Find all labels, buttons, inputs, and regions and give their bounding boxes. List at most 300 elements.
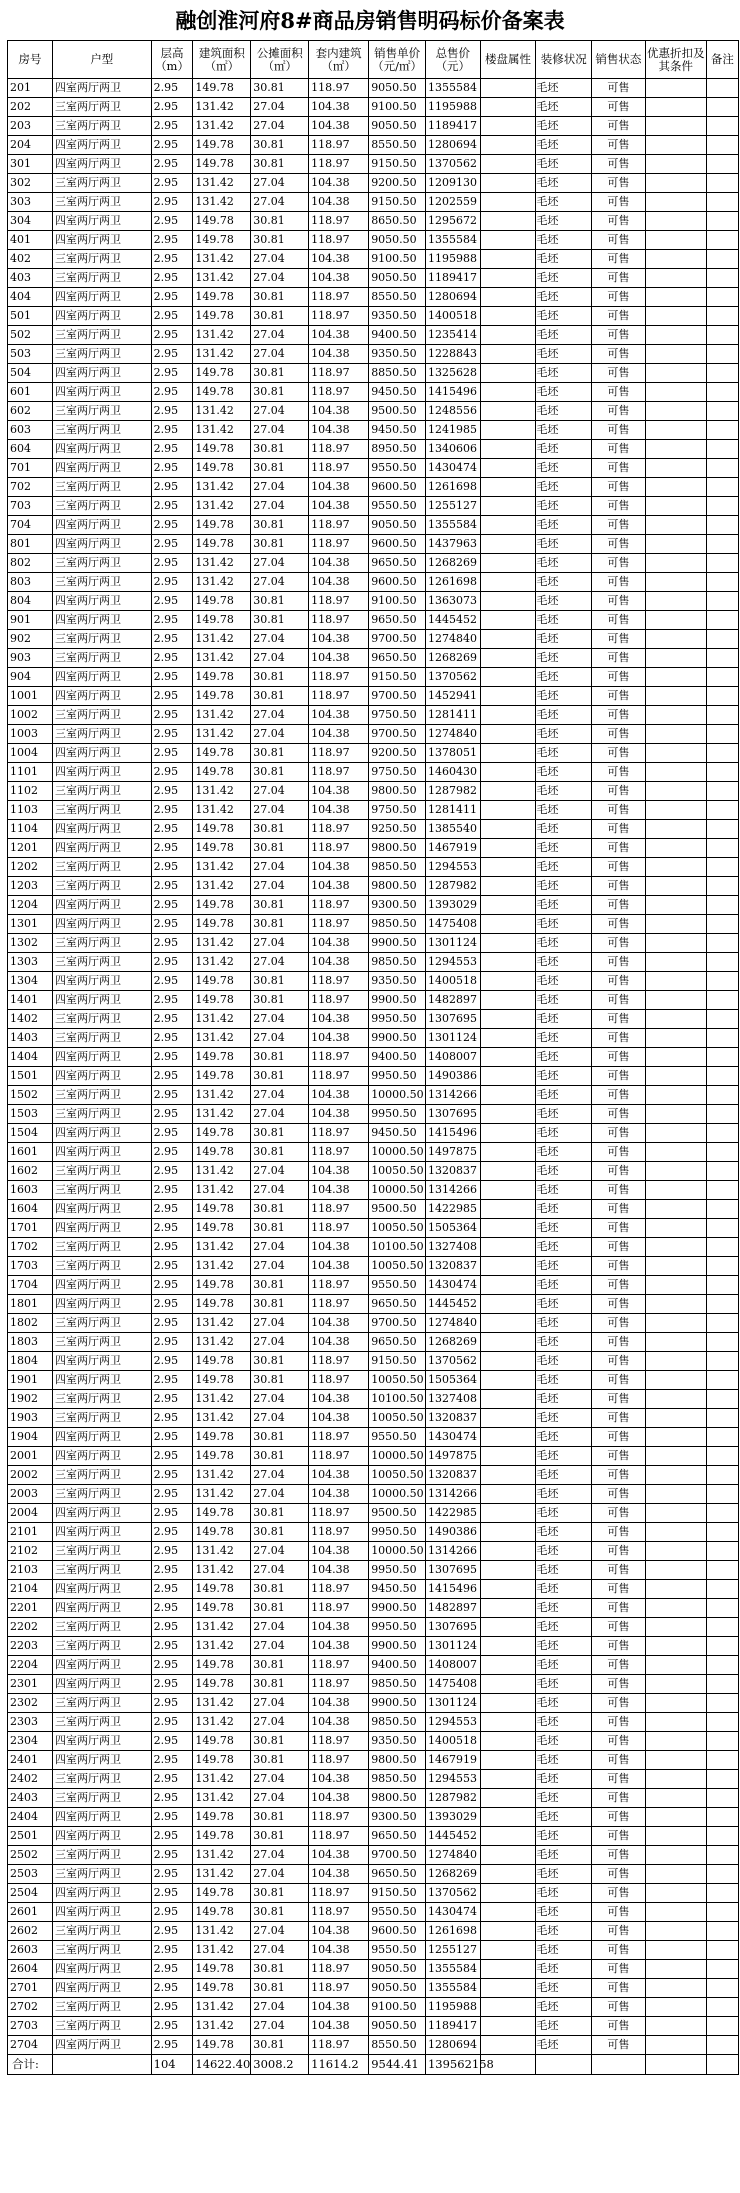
- cell-property: [480, 326, 536, 345]
- cell-sale-status: 可售: [592, 1124, 646, 1143]
- cell-decoration: 毛坯: [536, 516, 592, 535]
- cell-height: 2.95: [151, 212, 193, 231]
- cell-total-price: 1370562: [425, 668, 480, 687]
- cell-unit-price: 9550.50: [369, 1903, 426, 1922]
- cell-unit-price: 9250.50: [369, 820, 426, 839]
- cell-discount: [645, 592, 706, 611]
- cell-discount: [645, 706, 706, 725]
- cell-unit-price: 9650.50: [369, 1827, 426, 1846]
- cell-discount: [645, 1010, 706, 1029]
- cell-type: 三室两厅两卫: [53, 1086, 152, 1105]
- cell-total-price: 1274840: [425, 1314, 480, 1333]
- cell-inner-area: 118.97: [309, 1428, 369, 1447]
- cell-height: 2.95: [151, 744, 193, 763]
- cell-room: 2702: [8, 1998, 53, 2017]
- cell-type: 四室两厅两卫: [53, 687, 152, 706]
- cell-type: 三室两厅两卫: [53, 953, 152, 972]
- cell-unit-price: 9900.50: [369, 1599, 426, 1618]
- cell-sale-status: 可售: [592, 991, 646, 1010]
- cell-type: 四室两厅两卫: [53, 1580, 152, 1599]
- cell-gross-area: 131.42: [193, 1998, 251, 2017]
- cell-total-price: 1355584: [425, 1979, 480, 1998]
- cell-type: 四室两厅两卫: [53, 1884, 152, 1903]
- cell-room: 1001: [8, 687, 53, 706]
- header-shared-area: 公摊面积（㎡）: [251, 41, 309, 79]
- cell-decoration: 毛坯: [536, 1580, 592, 1599]
- cell-decoration: 毛坯: [536, 1314, 592, 1333]
- cell-shared-area: 30.81: [251, 1447, 309, 1466]
- cell-sale-status: 可售: [592, 687, 646, 706]
- cell-room: 1201: [8, 839, 53, 858]
- cell-unit-price: 9300.50: [369, 1808, 426, 1827]
- cell-unit-price: 9650.50: [369, 1295, 426, 1314]
- cell-sale-status: 可售: [592, 573, 646, 592]
- cell-total-price: 1280694: [425, 288, 480, 307]
- cell-discount: [645, 440, 706, 459]
- cell-decoration: 毛坯: [536, 307, 592, 326]
- cell-height: 2.95: [151, 440, 193, 459]
- cell-remark: [706, 1523, 738, 1542]
- cell-remark: [706, 117, 738, 136]
- cell-discount: [645, 1409, 706, 1428]
- cell-decoration: 毛坯: [536, 250, 592, 269]
- cell-gross-area: 131.42: [193, 1333, 251, 1352]
- cell-height: 2.95: [151, 1143, 193, 1162]
- cell-total-price: 1274840: [425, 630, 480, 649]
- cell-room: 2301: [8, 1675, 53, 1694]
- cell-inner-area: 118.97: [309, 592, 369, 611]
- cell-gross-area: 149.78: [193, 1200, 251, 1219]
- cell-total-price: 1340606: [425, 440, 480, 459]
- cell-remark: [706, 174, 738, 193]
- cell-type: 三室两厅两卫: [53, 478, 152, 497]
- cell-remark: [706, 1371, 738, 1390]
- cell-height: 2.95: [151, 1542, 193, 1561]
- cell-total-price: 1261698: [425, 573, 480, 592]
- cell-gross-area: 149.78: [193, 991, 251, 1010]
- cell-discount: [645, 1561, 706, 1580]
- cell-gross-area: 131.42: [193, 1466, 251, 1485]
- cell-room: 1504: [8, 1124, 53, 1143]
- cell-total-price: 1295672: [425, 212, 480, 231]
- cell-sale-status: 可售: [592, 1219, 646, 1238]
- cell-gross-area: 131.42: [193, 1922, 251, 1941]
- cell-room: 1404: [8, 1048, 53, 1067]
- cell-gross-area: 149.78: [193, 231, 251, 250]
- cell-shared-area: 27.04: [251, 402, 309, 421]
- cell-sale-status: 可售: [592, 1903, 646, 1922]
- cell-unit-price: 10050.50: [369, 1219, 426, 1238]
- cell-property: [480, 1010, 536, 1029]
- cell-total-price: 1195988: [425, 250, 480, 269]
- cell-type: 三室两厅两卫: [53, 877, 152, 896]
- cell-gross-area: 149.78: [193, 1124, 251, 1143]
- cell-shared-area: 30.81: [251, 1656, 309, 1675]
- cell-decoration: 毛坯: [536, 497, 592, 516]
- cell-type: 三室两厅两卫: [53, 250, 152, 269]
- cell-unit-price: 9350.50: [369, 972, 426, 991]
- cell-gross-area: 149.78: [193, 1808, 251, 1827]
- cell-shared-area: 27.04: [251, 1485, 309, 1504]
- cell-type: 三室两厅两卫: [53, 1409, 152, 1428]
- table-row: [8, 98, 739, 117]
- cell-total-price: 1467919: [425, 1751, 480, 1770]
- cell-room: 1601: [8, 1143, 53, 1162]
- table-row: [8, 1333, 739, 1352]
- cell-remark: [706, 402, 738, 421]
- cell-sale-status: 可售: [592, 459, 646, 478]
- cell-type: 三室两厅两卫: [53, 98, 152, 117]
- cell-property: [480, 1295, 536, 1314]
- cell-discount: [645, 117, 706, 136]
- cell-shared-area: 27.04: [251, 250, 309, 269]
- cell-unit-price: 9750.50: [369, 801, 426, 820]
- cell-unit-price: 8550.50: [369, 2036, 426, 2055]
- cell-decoration: 毛坯: [536, 2017, 592, 2036]
- cell-type: 四室两厅两卫: [53, 668, 152, 687]
- cell-discount: [645, 250, 706, 269]
- cell-total-price: 1314266: [425, 1086, 480, 1105]
- cell-property: [480, 1523, 536, 1542]
- cell-height: 2.95: [151, 288, 193, 307]
- cell-unit-price: 9150.50: [369, 1352, 426, 1371]
- cell-remark: [706, 839, 738, 858]
- cell-discount: [645, 1257, 706, 1276]
- cell-decoration: 毛坯: [536, 972, 592, 991]
- cell-decoration: 毛坯: [536, 1162, 592, 1181]
- cell-gross-area: 131.42: [193, 858, 251, 877]
- cell-shared-area: 30.81: [251, 1960, 309, 1979]
- table-row: [8, 1922, 739, 1941]
- cell-room: 1103: [8, 801, 53, 820]
- cell-property: [480, 915, 536, 934]
- cell-decoration: 毛坯: [536, 1105, 592, 1124]
- cell-shared-area: 27.04: [251, 1390, 309, 1409]
- cell-property: [480, 1314, 536, 1333]
- cell-remark: [706, 1314, 738, 1333]
- cell-type: 三室两厅两卫: [53, 1105, 152, 1124]
- cell-room: 2403: [8, 1789, 53, 1808]
- cell-room: 1502: [8, 1086, 53, 1105]
- cell-type: 三室两厅两卫: [53, 2017, 152, 2036]
- table-row: [8, 136, 739, 155]
- cell-decoration: 毛坯: [536, 1675, 592, 1694]
- cell-shared-area: 27.04: [251, 1314, 309, 1333]
- cell-height: 2.95: [151, 535, 193, 554]
- cell-decoration: 毛坯: [536, 1732, 592, 1751]
- cell-property: [480, 383, 536, 402]
- cell-unit-price: 9550.50: [369, 1428, 426, 1447]
- cell-shared-area: 27.04: [251, 1770, 309, 1789]
- cell-gross-area: 131.42: [193, 1561, 251, 1580]
- cell-shared-area: 30.81: [251, 440, 309, 459]
- cell-height: 2.95: [151, 877, 193, 896]
- cell-gross-area: 149.78: [193, 1656, 251, 1675]
- cell-sale-status: 可售: [592, 782, 646, 801]
- cell-discount: [645, 326, 706, 345]
- cell-gross-area: 149.78: [193, 1599, 251, 1618]
- cell-remark: [706, 1333, 738, 1352]
- cell-room: 501: [8, 307, 53, 326]
- cell-total-price: 1261698: [425, 478, 480, 497]
- cell-sale-status: 可售: [592, 1314, 646, 1333]
- cell-total-price: 1228843: [425, 345, 480, 364]
- cell-gross-area: 131.42: [193, 1485, 251, 1504]
- cell-inner-area: 118.97: [309, 1447, 369, 1466]
- cell-unit-price: 9950.50: [369, 1010, 426, 1029]
- cell-shared-area: 27.04: [251, 345, 309, 364]
- cell-property: [480, 250, 536, 269]
- cell-total-price: 1325628: [425, 364, 480, 383]
- cell-unit-price: 9050.50: [369, 1960, 426, 1979]
- cell-type: 四室两厅两卫: [53, 1295, 152, 1314]
- table-row: [8, 383, 739, 402]
- cell-type: 四室两厅两卫: [53, 1447, 152, 1466]
- cell-gross-area: 131.42: [193, 421, 251, 440]
- cell-decoration: 毛坯: [536, 1048, 592, 1067]
- cell-remark: [706, 155, 738, 174]
- cell-shared-area: 27.04: [251, 1238, 309, 1257]
- cell-room: 302: [8, 174, 53, 193]
- cell-discount: [645, 1276, 706, 1295]
- cell-property: [480, 1637, 536, 1656]
- cell-decoration: 毛坯: [536, 991, 592, 1010]
- cell-total-price: 1408007: [425, 1048, 480, 1067]
- table-row: [8, 1029, 739, 1048]
- cell-unit-price: 9800.50: [369, 782, 426, 801]
- cell-total-price: 1320837: [425, 1466, 480, 1485]
- cell-property: [480, 1048, 536, 1067]
- cell-decoration: 毛坯: [536, 98, 592, 117]
- cell-inner-area: 104.38: [309, 1694, 369, 1713]
- cell-inner-area: 118.97: [309, 212, 369, 231]
- cell-sale-status: 可售: [592, 706, 646, 725]
- cell-decoration: 毛坯: [536, 1276, 592, 1295]
- cell-unit-price: 9150.50: [369, 155, 426, 174]
- cell-type: 四室两厅两卫: [53, 1048, 152, 1067]
- cell-total-price: 1274840: [425, 1846, 480, 1865]
- cell-height: 2.95: [151, 250, 193, 269]
- cell-shared-area: 30.81: [251, 1295, 309, 1314]
- cell-gross-area: 131.42: [193, 877, 251, 896]
- cell-total-price: 1370562: [425, 1352, 480, 1371]
- cell-inner-area: 118.97: [309, 1200, 369, 1219]
- cell-sale-status: 可售: [592, 1485, 646, 1504]
- cell-decoration: 毛坯: [536, 820, 592, 839]
- cell-remark: [706, 573, 738, 592]
- cell-height: 2.95: [151, 953, 193, 972]
- cell-type: 三室两厅两卫: [53, 1542, 152, 1561]
- cell-property: [480, 1409, 536, 1428]
- table-row: [8, 1504, 739, 1523]
- table-row: [8, 934, 739, 953]
- cell-shared-area: 30.81: [251, 1067, 309, 1086]
- cell-sale-status: 可售: [592, 1960, 646, 1979]
- cell-property: [480, 497, 536, 516]
- table-row: [8, 1884, 739, 1903]
- cell-unit-price: 9450.50: [369, 383, 426, 402]
- cell-remark: [706, 364, 738, 383]
- cell-sale-status: 可售: [592, 1200, 646, 1219]
- cell-gross-area: 131.42: [193, 1257, 251, 1276]
- cell-type: 四室两厅两卫: [53, 1751, 152, 1770]
- cell-decoration: 毛坯: [536, 1238, 592, 1257]
- cell-height: 2.95: [151, 516, 193, 535]
- cell-shared-area: 30.81: [251, 820, 309, 839]
- cell-property: [480, 1789, 536, 1808]
- cell-gross-area: 149.78: [193, 1960, 251, 1979]
- table-row: [8, 972, 739, 991]
- cell-sale-status: 可售: [592, 1447, 646, 1466]
- cell-height: 2.95: [151, 1865, 193, 1884]
- cell-height: 2.95: [151, 231, 193, 250]
- cell-shared-area: 30.81: [251, 1276, 309, 1295]
- cell-remark: [706, 1428, 738, 1447]
- cell-gross-area: 131.42: [193, 1941, 251, 1960]
- cell-decoration: 毛坯: [536, 1656, 592, 1675]
- cell-shared-area: 30.81: [251, 972, 309, 991]
- cell-type: 四室两厅两卫: [53, 1504, 152, 1523]
- cell-gross-area: 131.42: [193, 630, 251, 649]
- cell-type: 三室两厅两卫: [53, 858, 152, 877]
- cell-height: 2.95: [151, 573, 193, 592]
- cell-inner-area: 118.97: [309, 839, 369, 858]
- cell-height: 2.95: [151, 1238, 193, 1257]
- cell-gross-area: 131.42: [193, 1314, 251, 1333]
- cell-decoration: 毛坯: [536, 1485, 592, 1504]
- cell-inner-area: 104.38: [309, 193, 369, 212]
- table-row: [8, 1390, 739, 1409]
- cell-inner-area: 104.38: [309, 1637, 369, 1656]
- cell-remark: [706, 516, 738, 535]
- cell-property: [480, 1238, 536, 1257]
- cell-unit-price: 9150.50: [369, 193, 426, 212]
- cell-total-price: 1294553: [425, 1770, 480, 1789]
- cell-sale-status: 可售: [592, 915, 646, 934]
- cell-height: 2.95: [151, 1884, 193, 1903]
- cell-total-price: 1301124: [425, 1694, 480, 1713]
- table-row: [8, 1941, 739, 1960]
- cell-shared-area: 27.04: [251, 1333, 309, 1352]
- cell-discount: [645, 896, 706, 915]
- cell-height: 2.95: [151, 1447, 193, 1466]
- cell-discount: [645, 1903, 706, 1922]
- cell-unit-price: 9800.50: [369, 839, 426, 858]
- cell-remark: [706, 1713, 738, 1732]
- cell-shared-area: 30.81: [251, 592, 309, 611]
- cell-shared-area: 27.04: [251, 1922, 309, 1941]
- cell-total-price: 1408007: [425, 1656, 480, 1675]
- cell-inner-area: 118.97: [309, 1124, 369, 1143]
- cell-sale-status: 可售: [592, 1086, 646, 1105]
- cell-gross-area: 131.42: [193, 1618, 251, 1637]
- cell-type: 三室两厅两卫: [53, 1998, 152, 2017]
- cell-discount: [645, 1941, 706, 1960]
- cell-total-price: 1314266: [425, 1181, 480, 1200]
- cell-gross-area: 131.42: [193, 706, 251, 725]
- table-row: [8, 1903, 739, 1922]
- cell-shared-area: 30.81: [251, 1504, 309, 1523]
- table-row: [8, 1428, 739, 1447]
- totals-total-price: 139562158: [425, 2055, 480, 2075]
- table-row: [8, 630, 739, 649]
- cell-room: 404: [8, 288, 53, 307]
- cell-remark: [706, 1580, 738, 1599]
- cell-type: 四室两厅两卫: [53, 896, 152, 915]
- cell-decoration: 毛坯: [536, 364, 592, 383]
- cell-unit-price: 9050.50: [369, 516, 426, 535]
- table-row: [8, 1713, 739, 1732]
- table-row: [8, 687, 739, 706]
- cell-property: [480, 1067, 536, 1086]
- cell-total-price: 1355584: [425, 1960, 480, 1979]
- cell-height: 2.95: [151, 1808, 193, 1827]
- cell-sale-status: 可售: [592, 1409, 646, 1428]
- cell-inner-area: 118.97: [309, 1599, 369, 1618]
- cell-discount: [645, 1124, 706, 1143]
- cell-inner-area: 104.38: [309, 1542, 369, 1561]
- cell-remark: [706, 1124, 738, 1143]
- cell-inner-area: 104.38: [309, 1010, 369, 1029]
- cell-remark: [706, 269, 738, 288]
- cell-decoration: 毛坯: [536, 1333, 592, 1352]
- cell-remark: [706, 1086, 738, 1105]
- cell-sale-status: 可售: [592, 155, 646, 174]
- cell-shared-area: 30.81: [251, 915, 309, 934]
- cell-unit-price: 9150.50: [369, 1884, 426, 1903]
- cell-shared-area: 30.81: [251, 535, 309, 554]
- cell-room: 2004: [8, 1504, 53, 1523]
- cell-decoration: 毛坯: [536, 117, 592, 136]
- cell-shared-area: 27.04: [251, 1637, 309, 1656]
- cell-shared-area: 30.81: [251, 1599, 309, 1618]
- cell-gross-area: 131.42: [193, 1713, 251, 1732]
- cell-sale-status: 可售: [592, 1789, 646, 1808]
- cell-decoration: 毛坯: [536, 611, 592, 630]
- cell-decoration: 毛坯: [536, 915, 592, 934]
- cell-remark: [706, 972, 738, 991]
- cell-unit-price: 9650.50: [369, 611, 426, 630]
- table-row: [8, 1637, 739, 1656]
- cell-gross-area: 131.42: [193, 1162, 251, 1181]
- cell-inner-area: 104.38: [309, 1029, 369, 1048]
- cell-discount: [645, 1884, 706, 1903]
- cell-type: 四室两厅两卫: [53, 1143, 152, 1162]
- cell-property: [480, 1751, 536, 1770]
- cell-type: 三室两厅两卫: [53, 1390, 152, 1409]
- header-unit-price: 销售单价（元/㎡）: [369, 41, 426, 79]
- cell-shared-area: 30.81: [251, 1827, 309, 1846]
- cell-shared-area: 27.04: [251, 858, 309, 877]
- cell-shared-area: 30.81: [251, 364, 309, 383]
- cell-inner-area: 118.97: [309, 307, 369, 326]
- cell-room: 602: [8, 402, 53, 421]
- cell-unit-price: 10100.50: [369, 1238, 426, 1257]
- cell-decoration: 毛坯: [536, 535, 592, 554]
- cell-remark: [706, 1504, 738, 1523]
- cell-height: 2.95: [151, 1637, 193, 1656]
- cell-height: 2.95: [151, 1371, 193, 1390]
- cell-unit-price: 9600.50: [369, 535, 426, 554]
- cell-unit-price: 9850.50: [369, 915, 426, 934]
- cell-shared-area: 30.81: [251, 1732, 309, 1751]
- cell-decoration: 毛坯: [536, 1903, 592, 1922]
- cell-property: [480, 1181, 536, 1200]
- cell-discount: [645, 611, 706, 630]
- cell-shared-area: 27.04: [251, 1086, 309, 1105]
- cell-discount: [645, 269, 706, 288]
- cell-inner-area: 104.38: [309, 1618, 369, 1637]
